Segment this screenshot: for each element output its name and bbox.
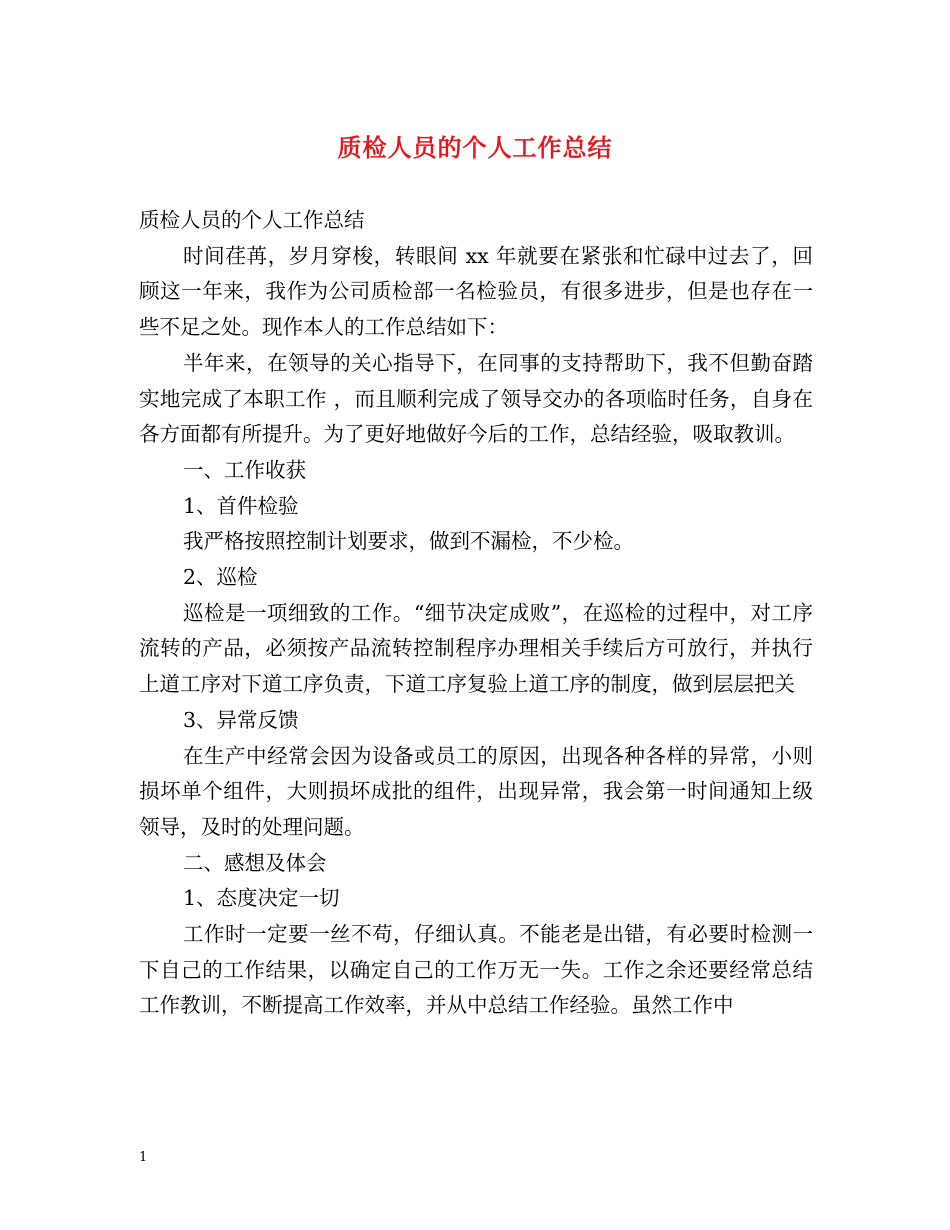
subsection-heading: 1、态度决定一切: [183, 886, 340, 911]
subsection-heading: 2、巡检: [183, 565, 258, 590]
section-heading: 一、工作收获: [183, 457, 306, 482]
subsection-heading: 1、首件检验: [183, 493, 299, 518]
paragraph: 在生产中经常会因为设备或员工的原因，出现各种各样的异常，小则损坏单个组件，大则损坏成批的组件，出现异常，我会第一时间通知上级领导，及时的处理问题。: [139, 743, 813, 839]
section-heading: 二、感想及体会: [183, 850, 327, 875]
document-title: 质检人员的个人工作总结: [337, 134, 613, 162]
paragraph: 质检人员的个人工作总结: [139, 208, 365, 232]
page-number: 1: [139, 1150, 148, 1165]
paragraph: 工作时一定要一丝不苟，仔细认真。不能老是出错，有必要时检测一下自己的工作结果，以确定自己的工作万无一失。工作之余还要经常总结工作教训，不断提高工作效率，并从中总结工作经验。虽然工作中: [139, 922, 813, 1018]
paragraph: 时间荏苒，岁月穿梭，转眼间 xx 年就要在紧张和忙碌中过去了，回顾这一年来，我作为公司质检部一名检验员，有很多进步，但是也存在一些不足之处。现作本人的工作总结如下：: [139, 243, 813, 340]
paragraph: 半年来，在领导的关心指导下，在同事的支持帮助下，我不但勤奋踏实地完成了本职工作 ，而且顺利完成了领导交办的各项临时任务，自身在各方面都有所提升。为了更好地做好今后的工作，总结经验，吸取教训。: [139, 350, 813, 447]
paragraph: 我严格按照控制计划要求，做到不漏检，不少检。: [183, 529, 634, 554]
paragraph: 巡检是一项细致的工作。“细节决定成败”，在巡检的过程中，对工序流转的产品，必须按产品流转控制程序办理相关手续后方可放行，并执行上道工序对下道工序负责，下道工序复验上道工序的制度，做到层层把关: [139, 600, 813, 697]
document-body: [139, 203, 813, 1024]
subsection-heading: 3、异常反馈: [183, 707, 299, 732]
